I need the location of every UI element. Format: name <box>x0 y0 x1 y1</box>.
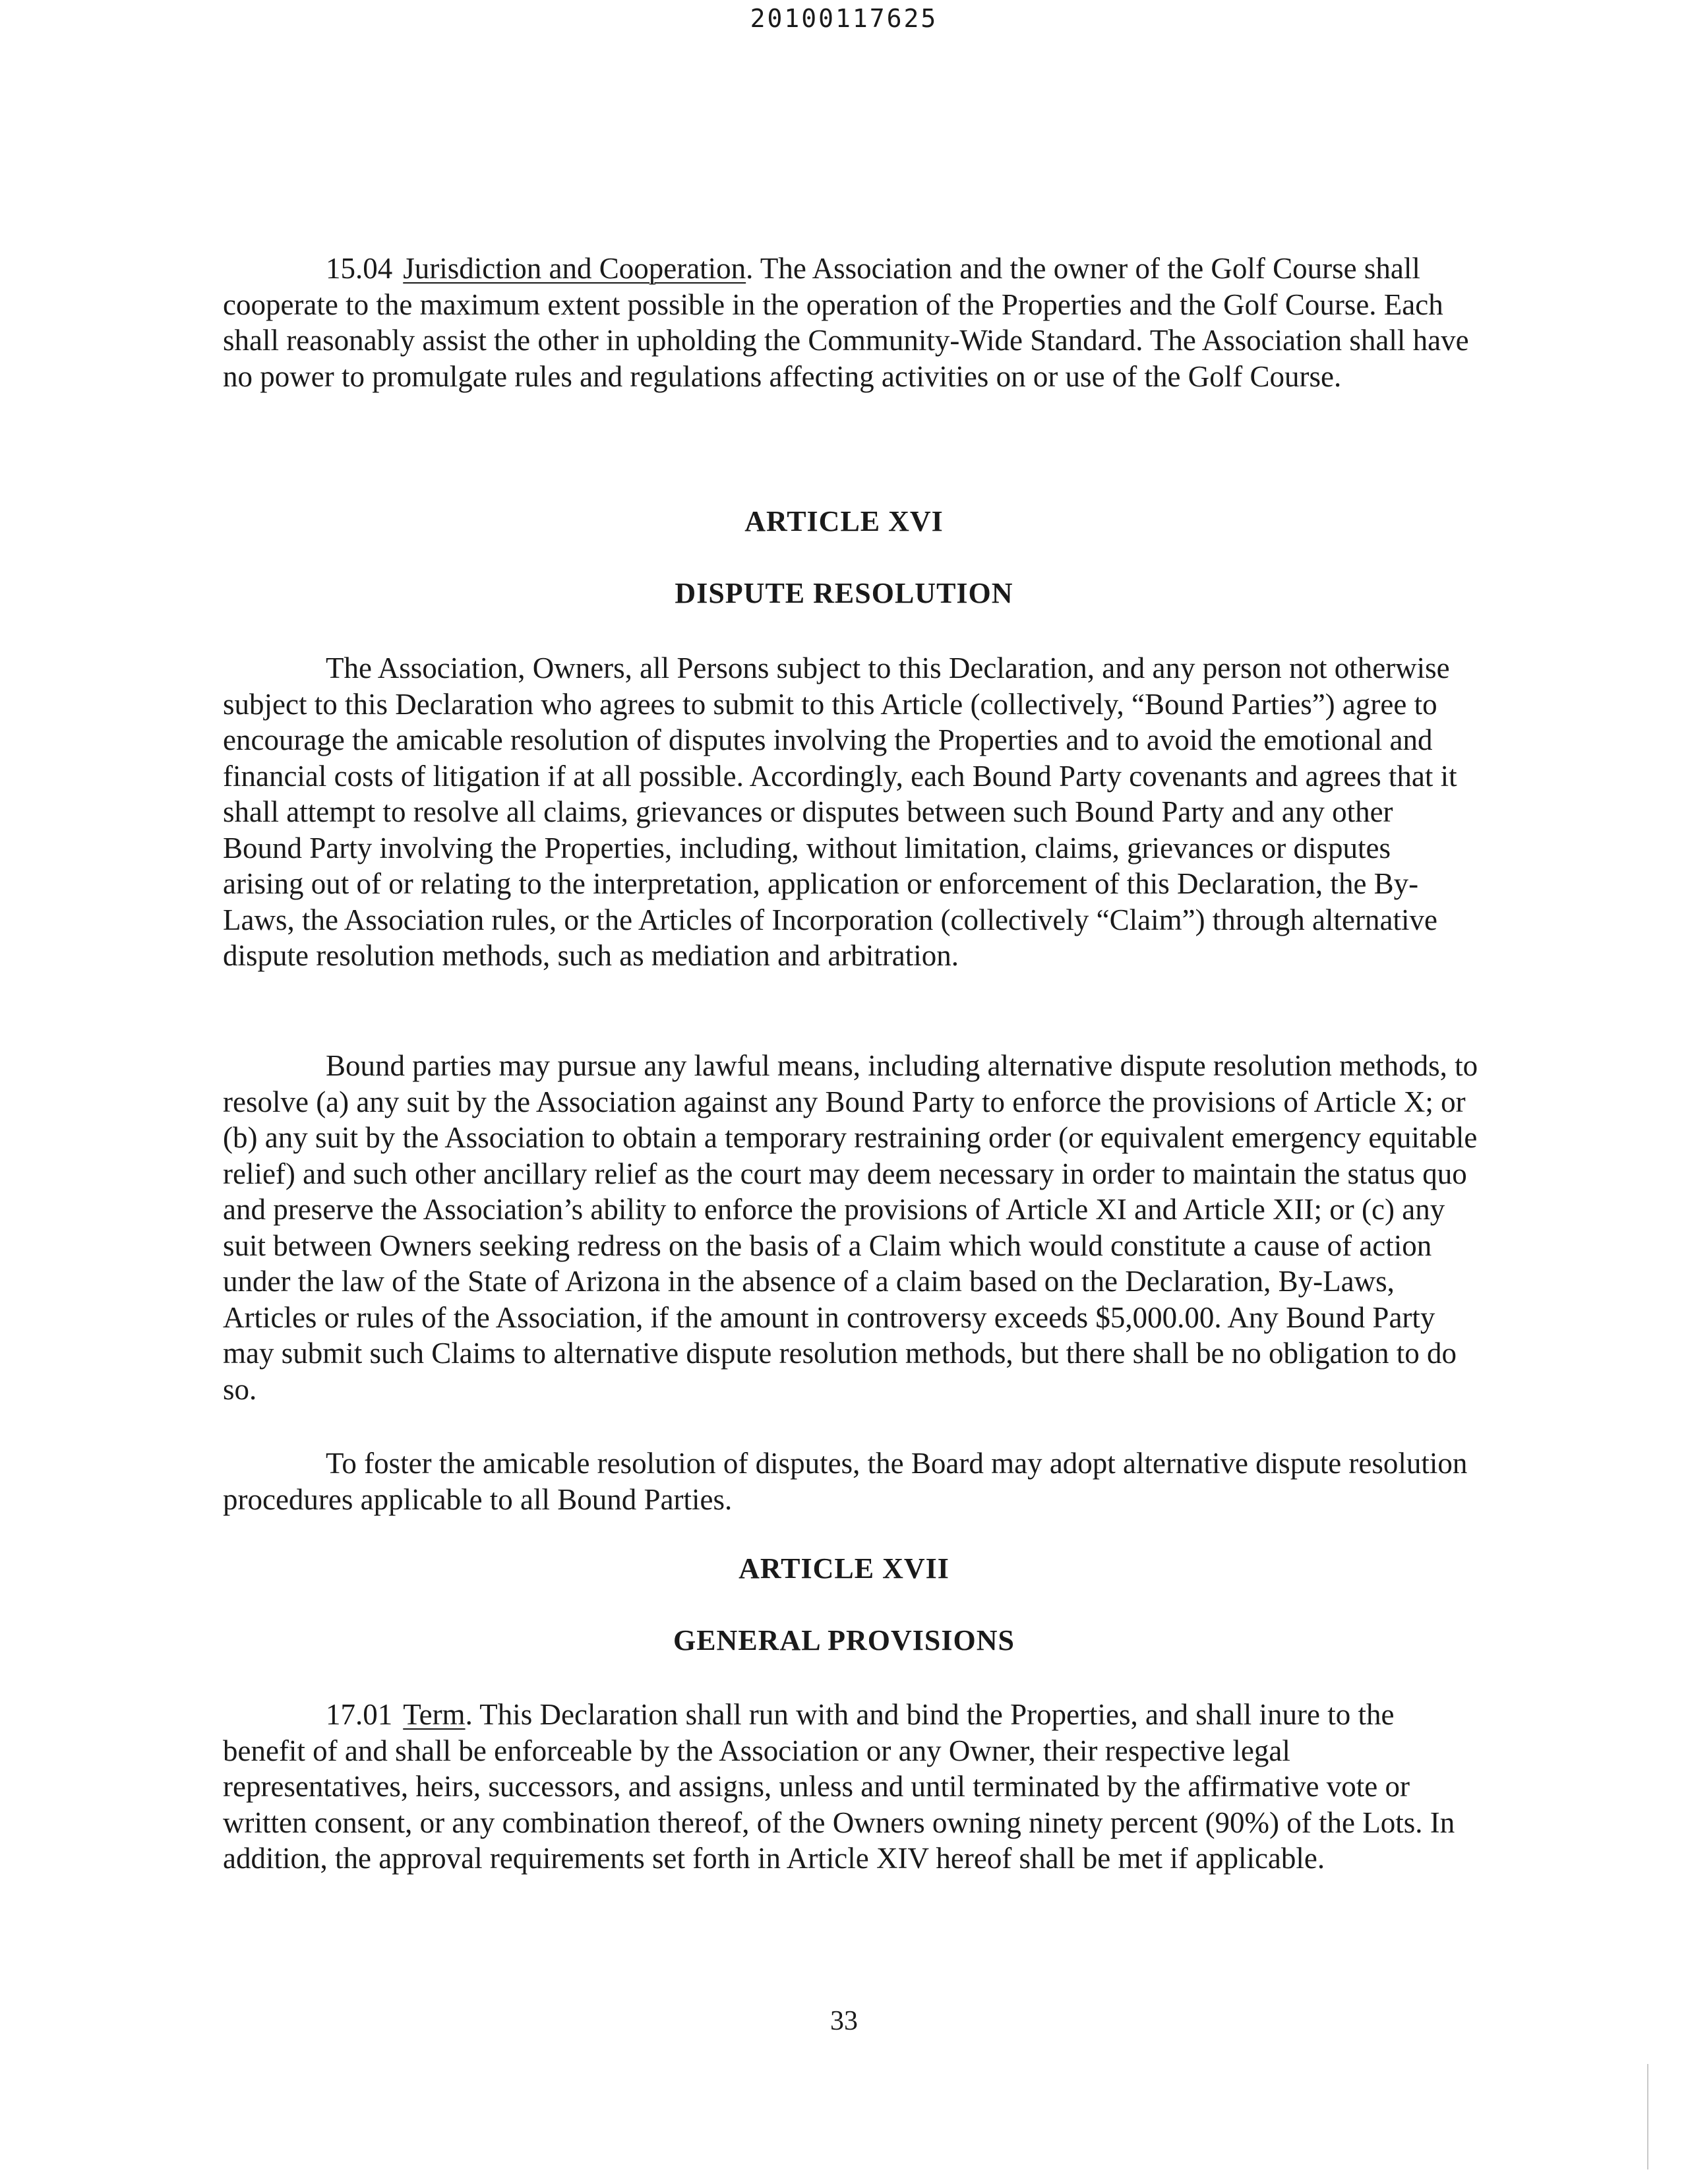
section-17-01-text: . This Declaration shall run with and bind the Properties, and shall inure to the benefit of and shall be enforceable by the Association or any Owner, their respective legal representatives, heirs, successors, and assigns, unless and until terminated by the affirmative vote or written consent, or any combination thereof, of the Owners owning ninety percent (90%) of the Lots. In addition, the approval requirements set forth in Article XIV hereof shall be met if applicable. <box>223 1698 1455 1875</box>
page-number: 33 <box>830 2006 858 2036</box>
article-xvi-paragraph-3: To foster the amicable resolution of disputes, the Board may adopt alternative dispute resolution procedures applicable to all Bound Parties. <box>223 1447 1468 1516</box>
section-15-04-text: . The Association and the owner of the Golf Course shall cooperate to the maximum extent possible in the operation of the Properties and the Golf Course. Each shall reasonably assist the other in upholding the Community-Wide Standard. The Association shall have no power to promulgate rules and regulations affecting activities on or use of the Golf Course. <box>223 252 1469 393</box>
section-17-01-title: Term <box>403 1698 466 1731</box>
article-xvi-title: DISPUTE RESOLUTION <box>675 577 1013 609</box>
section-17-01 <box>223 1697 1478 1877</box>
article-xvii-title: GENERAL PROVISIONS <box>673 1624 1015 1656</box>
article-xvi-paragraph-2: Bound parties may pursue any lawful means, including alternative dispute resolution methods, to resolve (a) any suit by the Association against any Bound Party to enforce the provisions of Article X; or (b) any suit by the Association to obtain a temporary restraining order (or equivalent emergency equitable relief) and such other ancillary relief as the court may deem necessary in order to maintain the status quo and preserve the Association’s ability to enforce the provisions of Article XI and Article XII; or (c) any suit between Owners seeking redress on the basis of a Claim which would constitute a cause of action under the law of the State of Arizona in the absence of a claim based on the Declaration, By-Laws, Articles or rules of the Association, if the amount in controversy exceeds $5,000.00. Any Bound Party may submit such Claims to alternative dispute resolution methods, but there shall be no obligation to do so. <box>223 1049 1478 1406</box>
section-15-04 <box>223 251 1478 394</box>
section-15-04-title: Jurisdiction and Cooperation <box>403 252 746 285</box>
article-xvii-number: ARTICLE XVII <box>738 1552 950 1585</box>
scan-edge-mark <box>1647 2064 1648 2169</box>
section-15-04-number: 15.04 <box>326 252 393 285</box>
article-xvi-number: ARTICLE XVI <box>744 505 944 537</box>
article-xvi-paragraph-1: The Association, Owners, all Persons subject to this Declaration, and any person not otherwise subject to this Declaration who agrees to submit to this Article (collectively, “Bound Parties”) agree to encourage the amicable resolution of disputes involving the Properties and to avoid the emotional and financial costs of litigation if at all possible. Accordingly, each Bound Party covenants and agrees that it shall attempt to resolve all claims, grievances or disputes between such Bound Party and any other Bound Party involving the Properties, including, without limitation, claims, grievances or disputes arising out of or relating to the interpretation, application or enforcement of this Declaration, the By-Laws, the Association rules, or the Articles of Incorporation (collectively “Claim”) through alternative dispute resolution methods, such as mediation and arbitration. <box>223 652 1457 972</box>
document-number: 20100117625 <box>750 4 938 33</box>
section-17-01-number: 17.01 <box>326 1698 393 1731</box>
